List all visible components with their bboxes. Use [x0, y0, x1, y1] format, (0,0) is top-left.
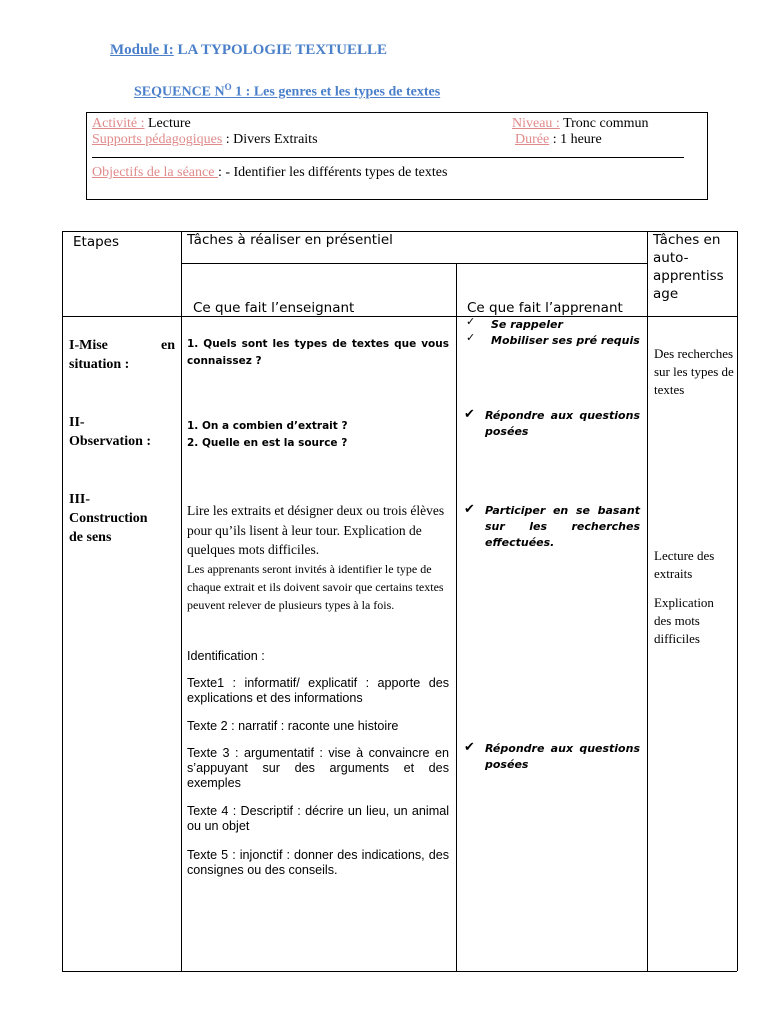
header-auto-line: apprentiss — [653, 268, 724, 284]
texte4-item: Texte 4 : Descriptif : décrire un lieu, un animal ou un objet — [187, 804, 449, 833]
etape2-line: Observation : — [69, 434, 152, 449]
sequence-label: SEQUENCE N — [134, 84, 225, 100]
table-col1-border — [181, 231, 182, 971]
table-bottom-border — [62, 971, 737, 972]
supports-label: Supports pédagogiques — [92, 132, 223, 147]
check-icon: ✔ — [464, 739, 475, 754]
etape1-word: en — [161, 338, 175, 353]
etape1-word: I-Mise — [69, 338, 108, 353]
identification-label: Identification : — [187, 649, 265, 663]
table-right-border — [737, 231, 738, 971]
module-label: Module I: — [110, 42, 174, 58]
table-subheader-border — [181, 263, 647, 264]
texte1-item: Texte1 : informatif/ explicatif : apporte des explications et des informations — [187, 676, 449, 705]
task-repondre-1: Répondre aux questions posées — [485, 409, 640, 438]
header-taches-auto — [653, 231, 737, 303]
question-extraits — [187, 418, 348, 452]
texte5-item: Texte 5 : injonctif : donner des indications, des consignes ou des conseils. — [187, 848, 449, 877]
etape3-line: III- — [69, 492, 91, 507]
duree-line — [515, 132, 602, 148]
activite-line — [92, 116, 191, 132]
header-auto-line: age — [653, 286, 679, 302]
question-source: 2. Quelle en est la source ? — [187, 437, 348, 449]
question-count: 1. On a combien d’extrait ? — [187, 420, 348, 432]
header-auto-line: auto- — [653, 250, 689, 266]
etape2-line: II- — [69, 415, 85, 430]
texte3-item: Texte 3 : argumentatif : vise à convaincre en s’appuyant sur des arguments et des exemples — [187, 746, 449, 790]
question-mise-en-situation: 1. Quels sont les types de textes que vous connaissez ? — [187, 338, 449, 367]
header-taches-presentiel: Tâches à réaliser en présentiel — [187, 232, 393, 248]
info-divider — [92, 157, 684, 158]
auto-recherches: Des recherches sur les types de textes — [654, 346, 734, 397]
task-repondre-2: Répondre aux questions posées — [485, 742, 640, 771]
etape3-line: de sens — [69, 530, 112, 545]
auto-lecture: Lecture des extraits — [654, 548, 715, 581]
check-icon: ✓ — [466, 316, 476, 328]
sequence-title — [134, 82, 440, 101]
sequence-sup: O — [224, 82, 232, 92]
objectifs-line — [92, 165, 447, 181]
etape-construction — [69, 490, 148, 547]
objectifs-label: Objectifs de la séance — [92, 165, 218, 180]
task-participer: Participer en se basant sur les recherches effectuées. — [485, 504, 640, 549]
check-icon: ✔ — [464, 406, 475, 421]
activite-label: Activité : — [92, 116, 145, 131]
etape1-word: situation : — [69, 357, 130, 372]
table-top-border — [62, 231, 737, 232]
sequence-name: 1 : Les genres et les types de textes — [231, 84, 441, 100]
niveau-value: Tronc commun — [559, 116, 649, 131]
subheader-apprenant: Ce que fait l’apprenant — [467, 300, 623, 316]
header-auto-line: Tâches en — [653, 232, 721, 248]
check-icon: ✓ — [466, 332, 476, 344]
table-header-bottom-border — [62, 316, 737, 317]
duree-label: Durée — [515, 132, 550, 147]
header-etapes: Etapes — [73, 234, 120, 250]
construction-paragraph-1: Lire les extraits et désigner deux ou trois élèves pour qu’ils lisent à leur tour. Explication de quelques mots difficiles. — [187, 503, 445, 557]
task-mobiliser: Mobiliser ses pré requis — [491, 334, 640, 347]
etape3-line: Construction — [69, 511, 148, 526]
table-col2-border — [456, 263, 457, 971]
module-name: LA TYPOLOGIE TEXTUELLE — [177, 42, 388, 58]
etape-observation — [69, 413, 151, 451]
objectifs-value: : - Identifier les différents types de textes — [217, 165, 448, 180]
module-title — [110, 42, 387, 59]
table-left-border — [62, 231, 63, 971]
niveau-label: Niveau : — [512, 116, 560, 131]
auto-explication: Explication des mots difficiles — [654, 595, 714, 646]
texte2-item: Texte 2 : narratif : raconte une histoire — [187, 719, 399, 733]
construction-paragraph-2: Les apprenants seront invités à identifier le type de chaque extrait et ils doivent savoir que certains textes peuvent relever de plusieurs types à la fois. — [187, 562, 444, 612]
subheader-enseignant: Ce que fait l’enseignant — [193, 300, 355, 316]
niveau-line — [512, 116, 649, 132]
duree-value: : 1 heure — [549, 132, 602, 147]
supports-value: : Divers Extraits — [222, 132, 318, 147]
check-icon: ✔ — [464, 501, 475, 516]
supports-line — [92, 132, 318, 148]
task-se-rappeler: Se rappeler — [491, 318, 563, 331]
table-col3-border — [647, 231, 648, 971]
activite-value: Lecture — [144, 116, 191, 131]
etape-mise-en-situation — [69, 336, 175, 374]
